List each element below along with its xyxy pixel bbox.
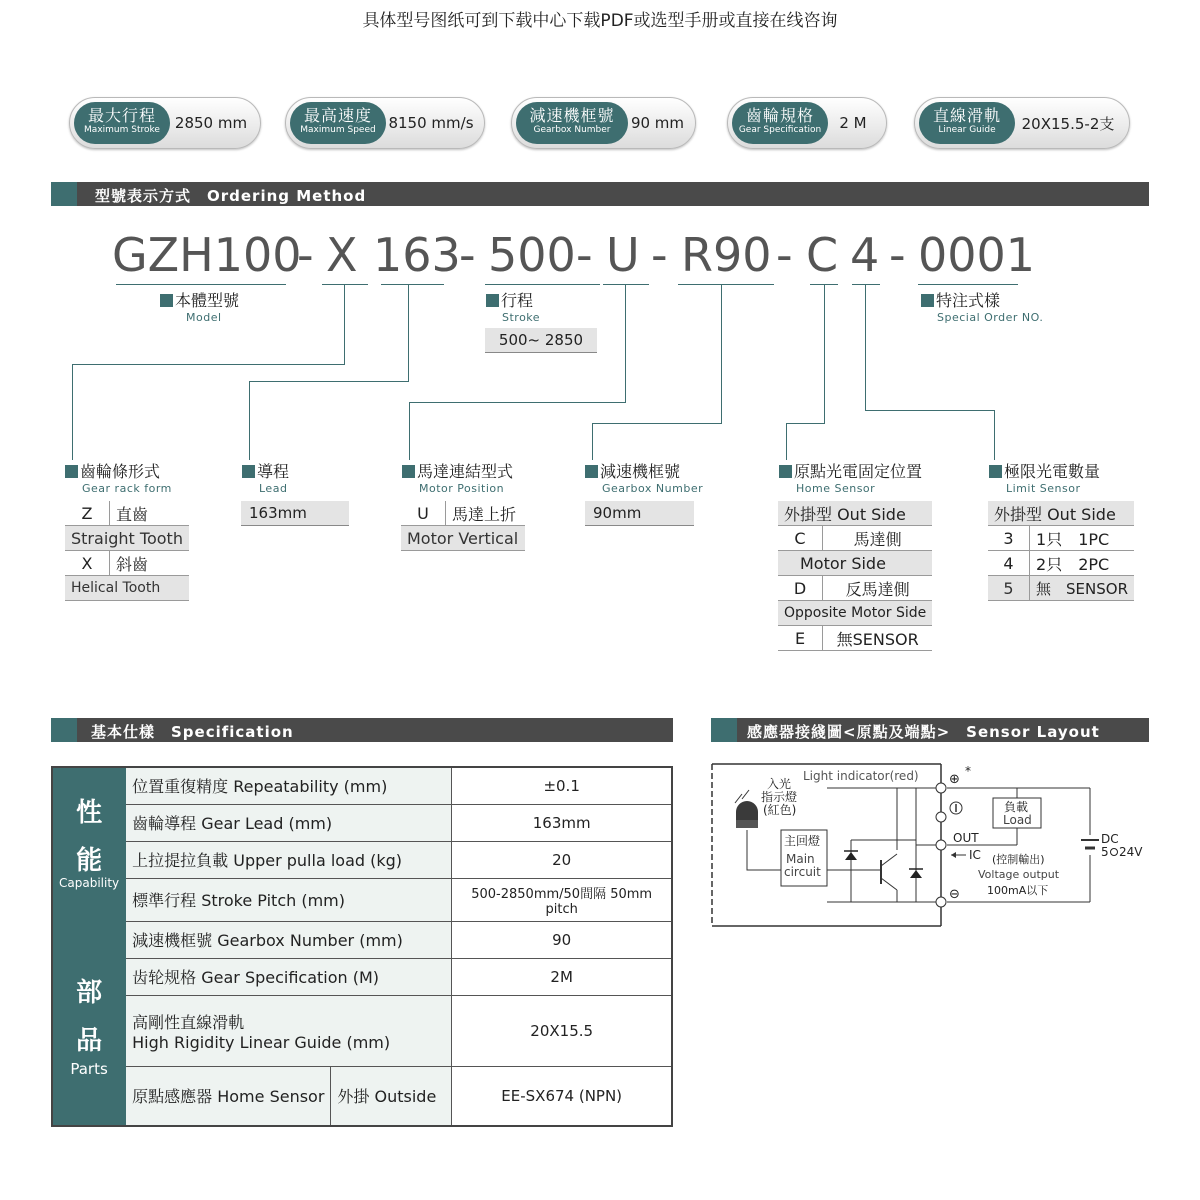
connector-rack	[72, 364, 345, 365]
stroke-range: 500~ 2850	[485, 328, 597, 353]
underline-gearbox	[678, 284, 774, 285]
sensor-wiring-diagram	[711, 760, 1149, 930]
connector-rack	[344, 284, 345, 365]
limit-sensor-label: 極限光電數量 Limit Sensor	[989, 459, 1100, 495]
connector-rack	[72, 364, 73, 460]
limit-sensor-table	[988, 501, 1134, 601]
capability-group: 性 能 Capability	[52, 767, 126, 921]
connector-motor	[625, 284, 626, 403]
led-icon	[735, 790, 758, 828]
sensor-layout-header: 感應器接綫圖<原點及端點> Sensor Layout	[711, 718, 1149, 742]
code-gearbox: R90	[681, 228, 772, 282]
spec-name-linear-guide: 高剛性直線滑軌 High Rigidity Linear Guide (mm)	[126, 995, 452, 1066]
connector-gearbox	[592, 423, 593, 460]
code-home: C	[806, 228, 839, 282]
code-dash: -	[651, 228, 668, 282]
terminal-icon	[936, 783, 946, 793]
control-output-label: (控制輸出)	[992, 853, 1045, 866]
code-dash: -	[459, 228, 476, 282]
gearbox-label: 減速機框號 Gearbox Number	[585, 459, 703, 495]
tilde-icon	[1111, 849, 1118, 856]
gearbox-value: 90mm	[585, 501, 694, 526]
spec-row: 標準行程 Stroke Pitch (mm) 500-2850mm/50間隔 50mm pitch	[52, 878, 672, 921]
pill-value: 2 M	[839, 114, 867, 132]
header-accent	[51, 182, 77, 206]
spec-row: 性 能 Capability 位置重復精度 Repeatability (mm) ±0.1	[52, 767, 672, 804]
pill-value: 20X15.5-2支	[1021, 114, 1115, 133]
stroke-label: 行程 Stroke	[486, 288, 540, 324]
option-row: D 反馬達側	[778, 576, 932, 601]
header-accent	[711, 718, 737, 742]
option-desc-row: Opposite Motor Side	[778, 601, 932, 626]
terminal-icon	[936, 897, 946, 907]
main-circuit-cn: 主回燈	[784, 834, 821, 848]
pill-tag: 最大行程 Maximum Stroke	[74, 102, 170, 144]
underline-special	[918, 284, 1018, 285]
connector-lead	[249, 381, 409, 382]
option-desc-row: Motor Side	[778, 551, 932, 576]
connector-limit	[865, 410, 995, 411]
specification-table	[51, 766, 673, 1127]
underline-motor	[603, 284, 649, 285]
underline-model	[116, 284, 286, 285]
zener-diode-icon	[909, 869, 923, 878]
connector-lead	[249, 381, 250, 460]
pill-value: 2850 mm	[174, 114, 248, 132]
connector-motor	[409, 402, 410, 460]
incident-label: 入光	[767, 777, 792, 791]
sensor-internal-wiring	[827, 788, 941, 902]
spec-row: 齒輪導程 Gear Lead (mm) 163mm	[52, 804, 672, 841]
option-row: U 馬達上折	[401, 501, 525, 526]
specification-header: 基本仕樣 Specification	[51, 718, 673, 742]
connector-home	[786, 423, 787, 460]
option-desc-row: Motor Vertical	[401, 526, 525, 551]
home-sensor-label: 原點光電固定位置 Home Sensor	[779, 459, 922, 495]
pill-tag: 齒輪規格 Gear Specification	[732, 102, 828, 144]
code-limit: 4	[850, 228, 880, 282]
connector-limit	[865, 284, 866, 411]
download-note: 具体型号图纸可到下载中心下载PDF或选型手册或直接在线咨询	[362, 11, 838, 31]
dc-label: DC	[1101, 832, 1119, 846]
code-dash: -	[297, 228, 314, 282]
spec-row: 原點感應器 Home Sensor 外掛 Outside EE-SX674 (NPN)	[52, 1066, 672, 1126]
option-row: 3 1只 1PC	[988, 526, 1134, 551]
motor-position-table	[401, 501, 525, 551]
option-title-row: 外掛型 Out Side	[988, 501, 1134, 526]
option-title-row: 外掛型 Out Side	[778, 501, 932, 526]
underline-rack	[322, 284, 368, 285]
plus-terminal: ⊕	[949, 772, 960, 787]
lead-value: 163mm	[241, 501, 349, 526]
main-circuit-en: Main	[786, 852, 815, 866]
special-order-label: 特注式樣 Special Order NO.	[921, 288, 1043, 324]
arrow-icon	[951, 852, 966, 858]
terminal-icon	[936, 840, 946, 850]
light-indicator-label: Light indicator(red)	[803, 769, 919, 783]
load-cn: 負載	[1004, 800, 1029, 814]
minus-terminal: ⊖	[949, 887, 960, 902]
voltage-output-label: Voltage output	[978, 868, 1060, 881]
rack-form-label: 齒輪條形式 Gear rack form	[65, 459, 172, 495]
code-special: 0001	[918, 228, 1036, 282]
lead-label: 導程 Lead	[242, 459, 289, 495]
option-desc-row: Straight Tooth	[65, 526, 189, 551]
connector-gearbox	[592, 423, 722, 424]
pill-tag: 減速機框號 Gearbox Number	[516, 102, 628, 144]
code-stroke: 500	[488, 228, 576, 282]
load-en: Load	[1003, 813, 1032, 827]
spec-row: 部 品 Parts 減速機框號 Gearbox Number (mm) 90	[52, 921, 672, 958]
pill-gearbox	[511, 97, 696, 149]
option-row: E 無SENSOR	[778, 626, 932, 651]
option-row: 4 2只 2PC	[988, 551, 1134, 576]
code-lead: 163	[373, 228, 461, 282]
motor-position-label: 馬達連結型式 Motor Position	[402, 459, 513, 495]
battery-icon	[1081, 840, 1099, 848]
code-dash: -	[889, 228, 906, 282]
connector-lead	[408, 284, 409, 382]
red-label: (紅色)	[763, 803, 797, 817]
indicator-label: 指示燈	[761, 790, 798, 804]
underline-stroke	[485, 284, 600, 285]
code-rack: X	[326, 228, 358, 282]
option-desc-row: Helical Tooth	[65, 576, 189, 601]
ic-label: IC	[969, 848, 981, 862]
header-accent	[51, 718, 77, 742]
connector-limit	[994, 410, 995, 460]
led-wire	[747, 830, 783, 870]
pill-value: 90 mm	[630, 114, 685, 132]
spec-row: 上拉提拉負載 Upper pulla load (kg) 20	[52, 841, 672, 878]
option-row: C 馬達側	[778, 526, 932, 551]
out-label: OUT	[953, 831, 979, 845]
ground-icon	[950, 802, 962, 814]
option-row: Z 直齒	[65, 501, 189, 526]
dc-voltage-high: 24V	[1119, 845, 1143, 859]
pill-value: 8150 mm/s	[388, 114, 474, 132]
underline-lead	[381, 284, 444, 285]
underline-limit	[852, 284, 880, 285]
connector-home	[786, 423, 825, 424]
pill-max-stroke	[69, 97, 261, 149]
main-circuit-en: circuit	[784, 865, 821, 879]
star-mark: *	[965, 764, 971, 778]
connector-gearbox	[721, 284, 722, 424]
model-label: 本體型號 Model	[160, 288, 239, 324]
connector-motor	[409, 402, 626, 403]
terminal-icon	[936, 812, 946, 822]
ordering-method-header: 型號表示方式 Ordering Method	[51, 182, 1149, 206]
spec-row: 齿轮规格 Gear Specification (M) 2M	[52, 958, 672, 995]
pill-tag: 最高速度 Maximum Speed	[290, 102, 386, 144]
pill-max-speed	[285, 97, 485, 149]
pill-linear-guide	[914, 97, 1130, 149]
code-dash: -	[576, 228, 593, 282]
dc-voltage-low: 5	[1101, 845, 1109, 859]
code-model: GZH100	[112, 228, 302, 282]
rack-form-table	[65, 501, 189, 601]
current-limit-label: 100mA以下	[987, 884, 1049, 897]
zener-diode-icon	[844, 851, 858, 860]
parts-group: 部 品 Parts	[52, 921, 126, 1126]
home-sensor-table	[778, 501, 932, 651]
pill-tag: 直線滑軌 Linear Guide	[919, 102, 1015, 144]
code-dash: -	[776, 228, 793, 282]
spec-row: 高剛性直線滑軌 High Rigidity Linear Guide (mm) 20X15.5	[52, 995, 672, 1066]
option-row: X 斜齒	[65, 551, 189, 576]
code-motor: U	[606, 228, 640, 282]
option-row: 5 無 SENSOR	[988, 576, 1134, 601]
connector-home	[824, 284, 825, 424]
pill-gear-spec	[727, 97, 887, 149]
